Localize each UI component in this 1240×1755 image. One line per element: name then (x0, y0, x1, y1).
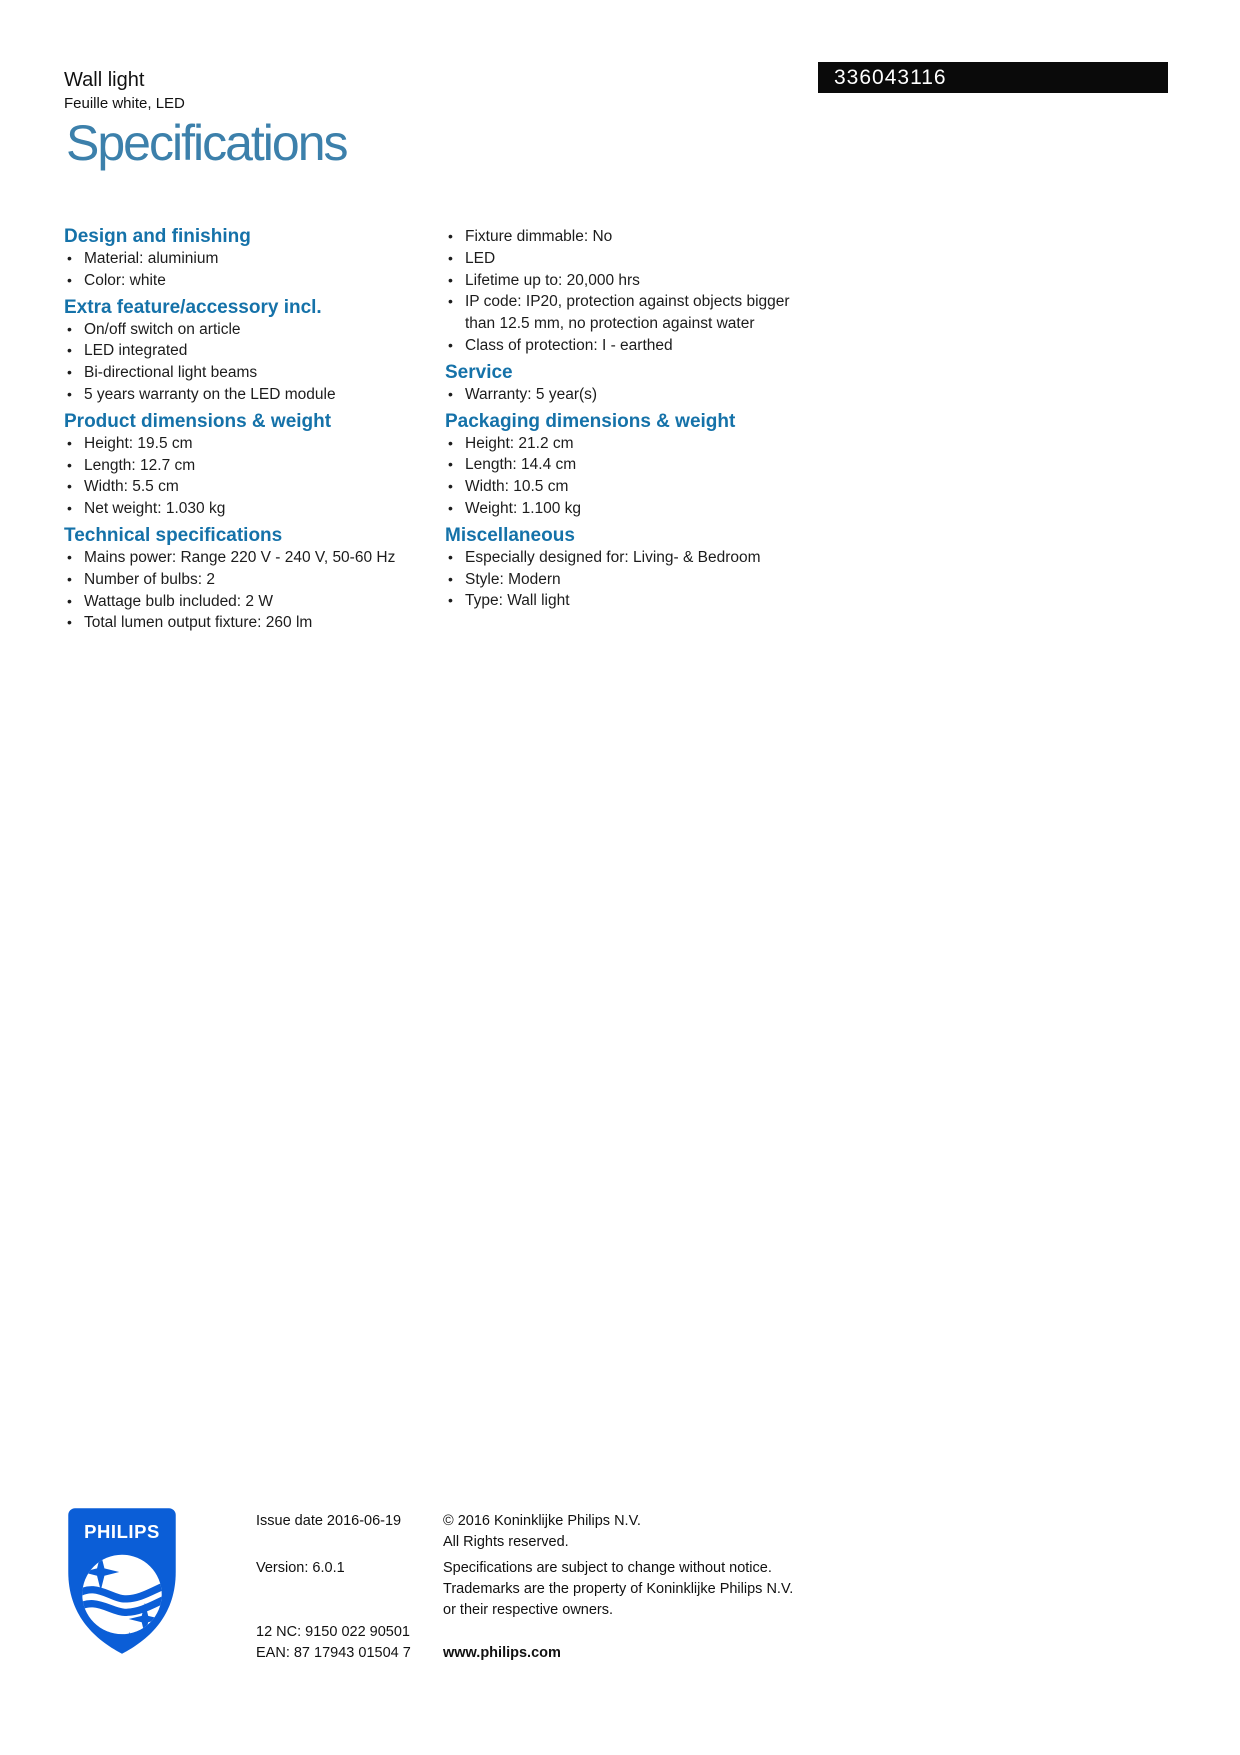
product-subtitle: Feuille white, LED (64, 95, 185, 112)
spec-item-text: 5 years warranty on the LED module (84, 385, 336, 403)
bullet-icon: • (67, 364, 72, 381)
spec-item (445, 476, 797, 498)
spec-item-text: Width: 10.5 cm (465, 478, 569, 496)
disclaimer-line: or their respective owners. (443, 1602, 614, 1618)
spec-column-left (64, 226, 416, 639)
spec-item-text: Warranty: 5 year(s) (465, 385, 598, 403)
spec-section (445, 362, 797, 406)
spec-item-text: LED integrated (84, 342, 188, 360)
spec-item (64, 569, 416, 591)
spec-item-text: Fixture dimmable: No (465, 228, 613, 245)
bullet-icon: • (448, 434, 453, 451)
spec-section (445, 226, 797, 357)
spec-item-text: Class of protection: I - earthed (465, 336, 673, 354)
bullet-icon: • (448, 228, 453, 244)
bullet-icon: • (448, 570, 453, 587)
spec-item-text: Height: 19.5 cm (84, 434, 193, 452)
copyright-line: © 2016 Koninklijke Philips N.V. (443, 1513, 641, 1529)
spec-item (64, 591, 416, 613)
spec-item-text: Especially designed for: Living- & Bedroom (465, 548, 761, 566)
website-link[interactable]: www.philips.com (443, 1645, 561, 1661)
spec-item (64, 498, 416, 520)
spec-item-text: Style: Modern (465, 570, 561, 588)
spec-item-text: Total lumen output fixture: 260 lm (84, 614, 313, 632)
bullet-icon: • (448, 548, 453, 565)
bullet-icon: • (448, 456, 453, 473)
spec-item (64, 270, 416, 292)
spec-item (64, 319, 416, 341)
bullet-icon: • (67, 548, 72, 565)
spec-list (445, 384, 797, 406)
spec-item-text: Type: Wall light (465, 592, 570, 610)
spec-item (64, 248, 416, 270)
spec-section (64, 226, 416, 292)
disclaimer-line: Trademarks are the property of Koninklijke Philips N.V. (443, 1581, 794, 1597)
spec-item-text: Width: 5.5 cm (84, 478, 179, 496)
spec-item-text: Wattage bulb included: 2 W (84, 592, 273, 610)
spec-section (64, 411, 416, 520)
bullet-icon: • (448, 271, 453, 288)
spec-item (445, 291, 797, 335)
bullet-icon: • (448, 478, 453, 495)
section-heading: Technical specifications (64, 524, 283, 546)
section-heading: Service (445, 361, 513, 383)
spec-item-text: On/off switch on article (84, 320, 241, 338)
bullet-icon: • (67, 434, 72, 451)
product-type: Wall light (64, 69, 145, 91)
bullet-icon: • (448, 336, 453, 353)
spec-list (445, 547, 797, 612)
bullet-icon: • (67, 271, 72, 288)
spec-item-text: Material: aluminium (84, 250, 219, 267)
version: Version: 6.0.1 (256, 1560, 345, 1576)
page-title: Specifications (66, 115, 347, 171)
spec-item (445, 384, 797, 406)
bullet-icon: • (67, 320, 72, 337)
spec-item-text: Height: 21.2 cm (465, 434, 574, 452)
spec-item-text: Color: white (84, 271, 166, 289)
section-heading: Extra feature/accessory incl. (64, 296, 322, 318)
spec-item (445, 248, 797, 270)
spec-list (445, 433, 797, 520)
spec-item-text: Net weight: 1.030 kg (84, 500, 226, 518)
spec-item (64, 340, 416, 362)
bullet-icon: • (448, 385, 453, 402)
disclaimer (443, 1558, 793, 1621)
spec-columns (64, 226, 797, 639)
spec-item-text: LED (465, 249, 496, 267)
spec-item-text: Length: 12.7 cm (84, 456, 196, 474)
spec-item (445, 590, 797, 612)
spec-item (445, 335, 797, 357)
bullet-icon: • (67, 456, 72, 473)
bullet-icon: • (448, 293, 453, 310)
bullet-icon: • (67, 614, 72, 631)
disclaimer-line: Specifications are subject to change without notice. (443, 1560, 772, 1576)
spec-item-text: IP code: IP20, protection against objects bigger than 12.5 mm, no protection against water (465, 293, 790, 333)
spec-list (64, 547, 416, 634)
nc-code: 12 NC: 9150 022 90501 (256, 1624, 410, 1640)
bullet-icon: • (67, 385, 72, 402)
issue-date: Issue date 2016-06-19 (256, 1513, 402, 1529)
product-number-badge: 336043116 (818, 62, 1168, 93)
bullet-icon: • (67, 592, 72, 609)
spec-item-text: Length: 14.4 cm (465, 456, 577, 474)
spec-section (64, 525, 416, 634)
bullet-icon: • (67, 478, 72, 495)
spec-item (445, 226, 797, 248)
spec-item-text: Weight: 1.100 kg (465, 499, 582, 517)
bullet-icon: • (67, 570, 72, 587)
bullet-icon: • (67, 500, 72, 517)
spec-list (64, 319, 416, 406)
spec-item (64, 612, 416, 634)
bullet-icon: • (67, 342, 72, 359)
spec-item (64, 455, 416, 477)
spec-section (445, 525, 797, 612)
spec-list (445, 226, 797, 357)
bullet-icon: • (448, 499, 453, 516)
section-heading: Packaging dimensions & weight (445, 410, 736, 432)
spec-list (64, 433, 416, 520)
philips-wordmark: PHILIPS (84, 1520, 160, 1542)
bullet-icon: • (448, 592, 453, 609)
spec-item (64, 476, 416, 498)
spec-item-text: Mains power: Range 220 V - 240 V, 50-60 Hz (84, 548, 396, 566)
spec-item (64, 384, 416, 406)
copyright (443, 1511, 641, 1553)
spec-item-text: Number of bulbs: 2 (84, 570, 215, 588)
spec-item (64, 362, 416, 384)
spec-item (445, 569, 797, 591)
bullet-icon: • (448, 249, 453, 266)
section-heading: Product dimensions & weight (64, 410, 332, 432)
spec-column-right (445, 226, 797, 617)
spec-section (64, 297, 416, 406)
spec-list (64, 248, 416, 292)
bullet-icon: • (67, 250, 72, 266)
spec-item (445, 433, 797, 455)
ean-code: EAN: 87 17943 01504 7 (256, 1645, 411, 1661)
spec-section (445, 411, 797, 520)
section-heading: Design and finishing (64, 226, 251, 247)
spec-item-text: Bi-directional light beams (84, 364, 258, 382)
spec-item (64, 547, 416, 569)
spec-item (445, 547, 797, 569)
section-heading: Miscellaneous (445, 524, 575, 546)
spec-item (445, 498, 797, 520)
spec-item-text: Lifetime up to: 20,000 hrs (465, 271, 640, 289)
spec-item (445, 454, 797, 476)
spec-item (445, 270, 797, 292)
copyright-line: All Rights reserved. (443, 1534, 569, 1550)
spec-item (64, 433, 416, 455)
product-codes (256, 1622, 411, 1664)
philips-logo (66, 1506, 178, 1656)
